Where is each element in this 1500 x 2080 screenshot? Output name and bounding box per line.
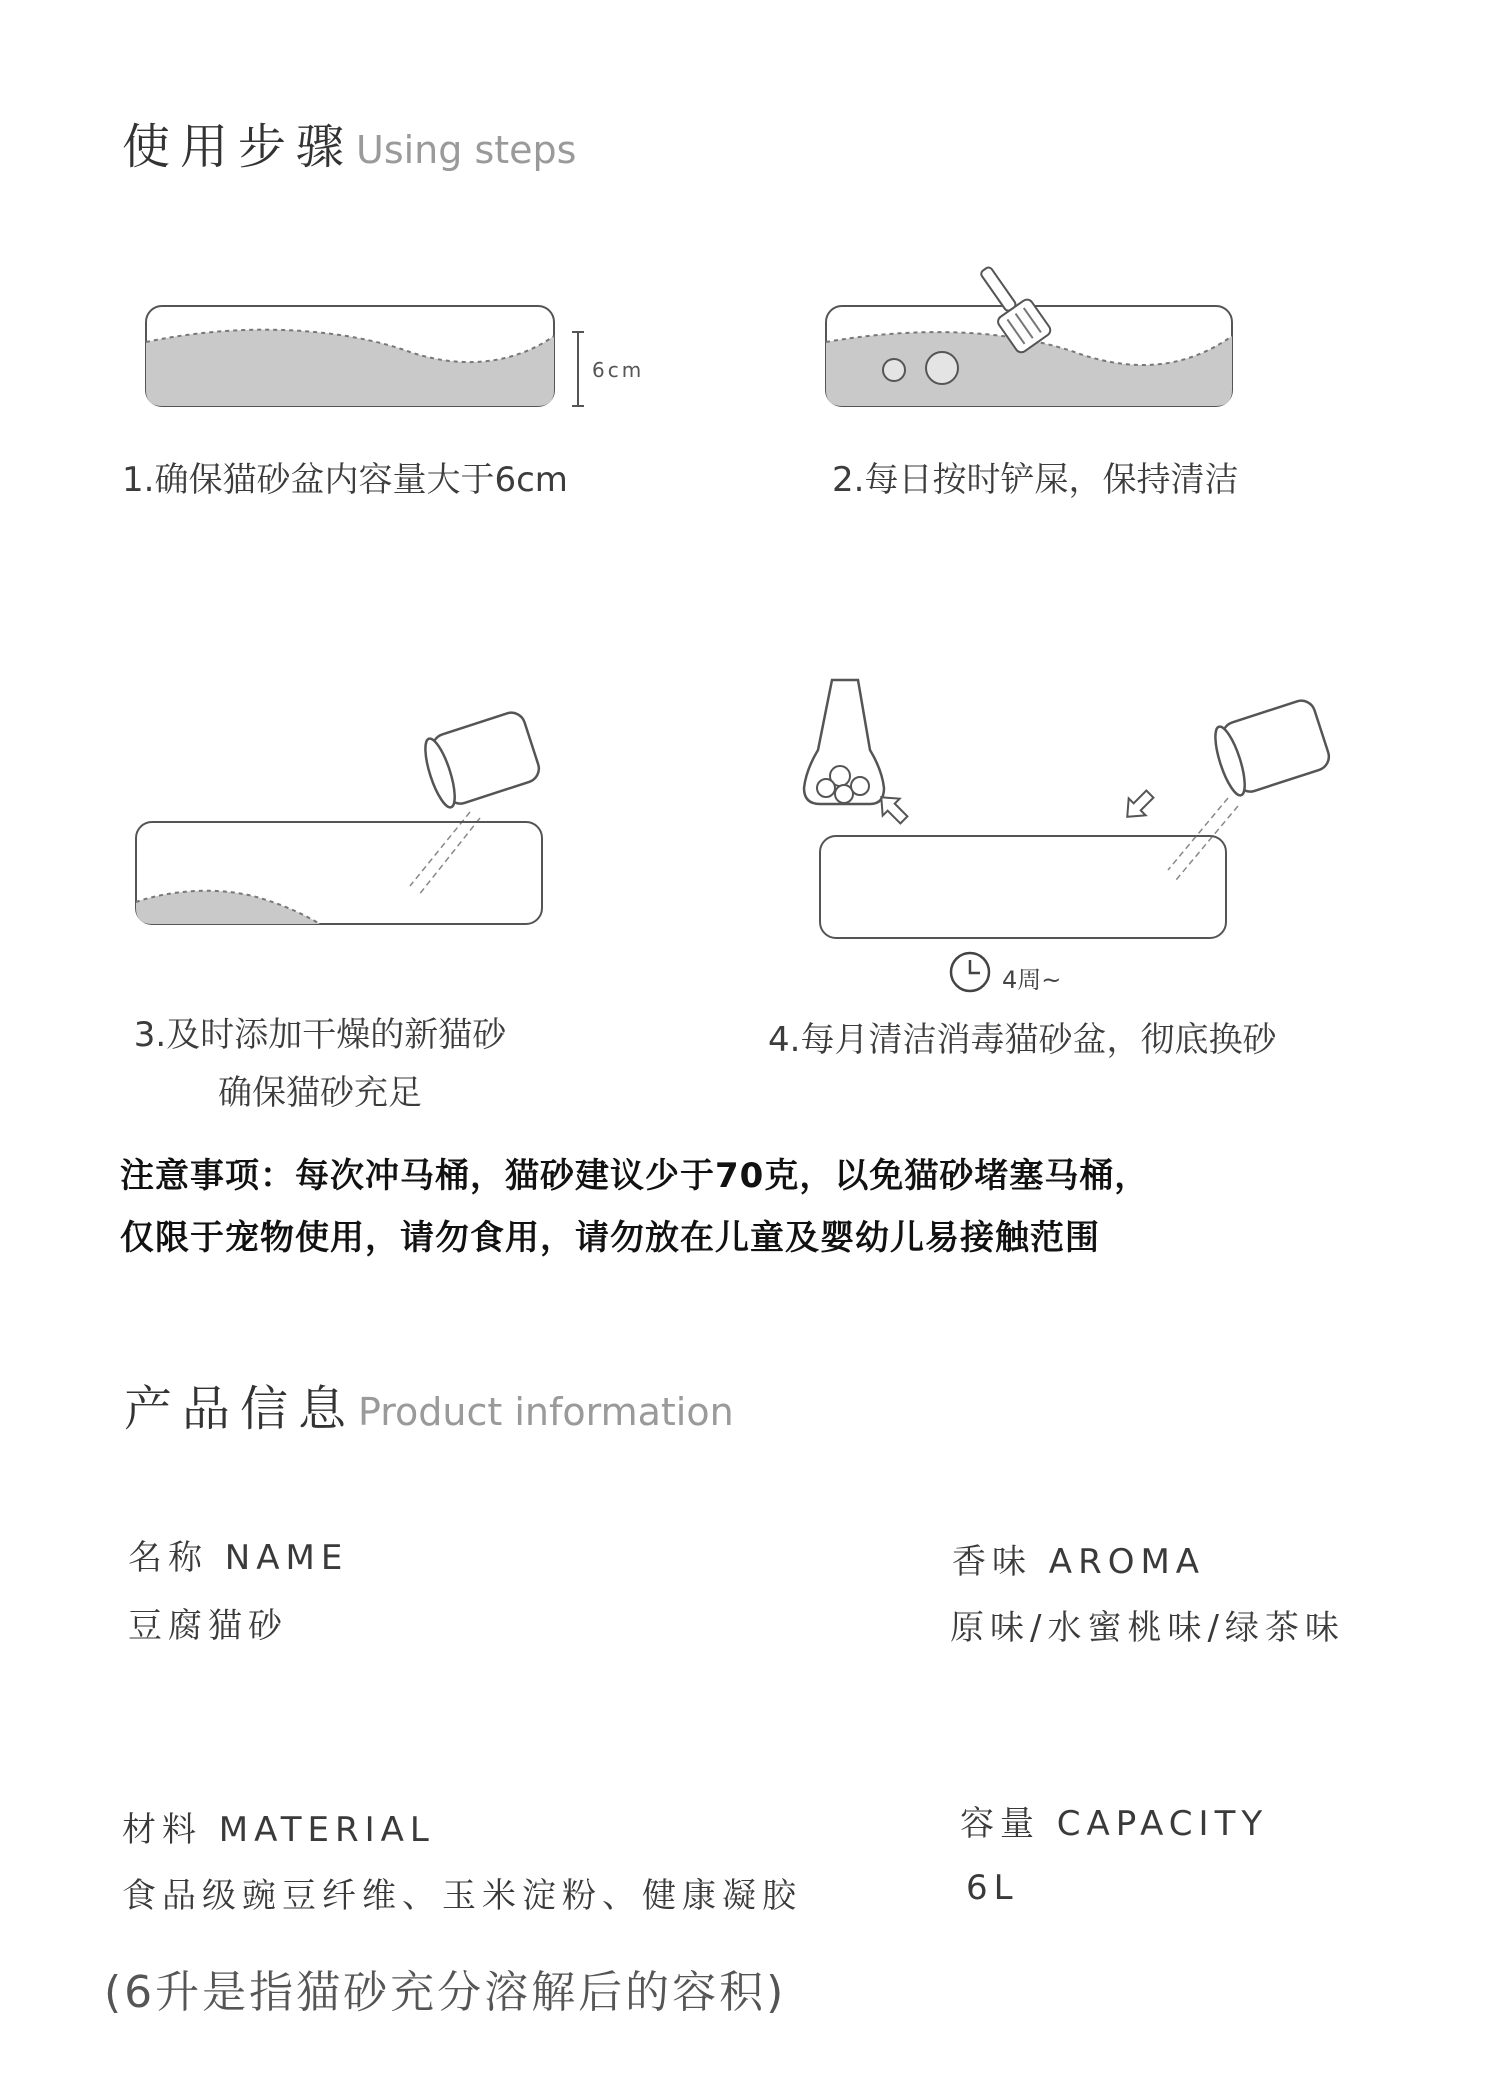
pour-bag-icon	[1209, 697, 1332, 798]
notice-line2: 仅限于宠物使用，请勿食用，请勿放在儿童及婴幼儿易接触范围	[120, 1218, 1100, 1258]
steps-section-title	[122, 108, 576, 177]
step4-caption: 4.每月清洁消毒猫砂盆，彻底换砂	[768, 1020, 1277, 1060]
pour-stream	[1168, 798, 1238, 880]
product-title-en: Product information	[358, 1390, 734, 1434]
material-value: 食品级豌豆纤维、玉米淀粉、健康凝胶	[122, 1876, 802, 1916]
material-label: 材料 MATERIAL	[122, 1810, 435, 1850]
product-section-title	[124, 1370, 734, 1439]
step3-illustration	[130, 690, 610, 940]
name-value: 豆腐猫砂	[128, 1606, 288, 1646]
litter-box-icon	[136, 822, 542, 924]
litter-box-icon	[146, 306, 554, 406]
step4-time-label: 4周~	[1002, 966, 1062, 994]
pour-bag-icon	[419, 709, 542, 810]
step1-illustration	[140, 300, 660, 420]
name-label: 名称 NAME	[128, 1538, 349, 1578]
depth-marker	[572, 332, 584, 406]
notice-line1: 注意事项：每次冲马桶，猫砂建议少于70克，以免猫砂堵塞马桶，	[120, 1156, 1150, 1196]
capacity-value: 6L	[966, 1868, 1019, 1908]
product-title-cn: 产品信息	[124, 1381, 357, 1437]
depth-label: 6cm	[592, 358, 645, 382]
aroma-label: 香味 AROMA	[952, 1542, 1206, 1582]
litter-box-icon	[820, 836, 1226, 938]
clock-icon	[951, 953, 989, 991]
step3-caption	[110, 1006, 530, 1122]
step2-illustration	[820, 280, 1260, 420]
step3-caption-line1: 3.及时添加干燥的新猫砂	[133, 1015, 507, 1055]
steps-title-en: Using steps	[356, 128, 577, 172]
arrow-icon	[1119, 786, 1159, 826]
pour-stream	[410, 812, 480, 896]
step1-caption: 1.确保猫砂盆内容量大于6cm	[122, 460, 568, 500]
step2-caption: 2.每日按时铲屎，保持清洁	[832, 460, 1239, 500]
bottle-icon	[804, 680, 884, 804]
steps-title-cn: 使用步骤	[122, 119, 355, 175]
step3-caption-line2: 确保猫砂充足	[218, 1073, 422, 1113]
capacity-note: (6升是指猫砂充分溶解后的容积)	[104, 1967, 787, 2018]
step4-illustration	[800, 670, 1360, 1000]
aroma-value: 原味/水蜜桃味/绿茶味	[950, 1608, 1345, 1648]
capacity-label: 容量 CAPACITY	[960, 1804, 1269, 1844]
